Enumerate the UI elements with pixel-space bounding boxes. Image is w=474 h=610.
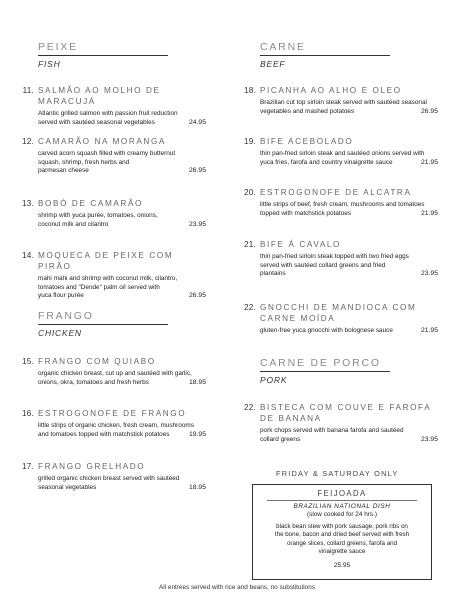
item-desc-line: yuca flour purée — [38, 292, 84, 300]
item-price: 21.95 — [420, 158, 438, 166]
item-desc-line: mahi mahi and shrimp with coconut milk, cilantro, — [38, 275, 178, 282]
section-subtitle: PORK — [260, 375, 288, 385]
item-price: 21.95 — [420, 327, 438, 334]
item-desc-line: Atlantic grilled salmon with passion fruit reduction — [38, 110, 178, 117]
item-price: 18.95 — [188, 378, 206, 386]
item-price: 26.95 — [188, 167, 206, 175]
item-desc-line: Brazilian cut top sirloin steak served with sautéed seasonal — [260, 99, 427, 106]
item-name: ESTROGONOFE DE FRANGO — [38, 409, 187, 418]
item-price: 23.95 — [420, 270, 438, 278]
item-number: 12. — [22, 137, 34, 146]
item-number: 11. — [22, 86, 34, 95]
section-title: PEIXE — [38, 41, 78, 53]
item-desc-line: carved acorn squash filled with creamy butternut — [38, 150, 176, 157]
item-desc-line: grilled organic chicken breast served with sautéed — [38, 475, 180, 482]
item-number: 22. — [244, 403, 256, 412]
item-desc-line: thin pan-fried sirloin steak and sautéed onions served with — [260, 150, 425, 157]
special-heading: FRIDAY & SATURDAY ONLY — [276, 469, 399, 478]
item-number: 19. — [244, 137, 256, 146]
item-desc-line: served with sautéed seasonal vegetables — [38, 118, 155, 126]
item-price: 19.95 — [188, 430, 206, 438]
item-name: MOQUECA DE PEIXE COM PIRÃO — [38, 251, 174, 271]
item-desc-line: shrimp with yuca purée, tomatoes, onions, — [38, 212, 158, 219]
item-desc-line: onions, okra, tomatoes and fresh herbs — [38, 378, 149, 386]
item-price: 26.95 — [188, 292, 206, 300]
section-divider — [38, 55, 168, 56]
section-divider — [260, 371, 390, 372]
section-title: CARNE — [260, 41, 306, 53]
special-desc — [253, 523, 431, 557]
section-subtitle: CHICKEN — [38, 328, 82, 338]
special-title: FEIJOADA — [317, 489, 367, 498]
section-subtitle: FISH — [38, 59, 61, 69]
menu-item — [242, 302, 438, 336]
section-divider — [38, 324, 168, 325]
special-price: 25.95 — [333, 561, 351, 569]
section-carne — [260, 41, 390, 69]
menu-item — [20, 136, 206, 176]
section-divider — [260, 55, 390, 56]
item-name: BIFE ACEBOLADO — [260, 137, 354, 146]
menu-item — [20, 356, 206, 387]
item-price: 23.95 — [188, 220, 206, 228]
item-number: 18. — [244, 86, 256, 95]
menu-item — [242, 136, 438, 167]
item-desc-line: coconut milk and cilantro — [38, 220, 109, 228]
item-name: PICANHA AO ALHO E OLEO — [260, 86, 402, 95]
item-desc-line: little strips of organic chicken, fresh cream, mushrooms — [38, 422, 194, 429]
item-desc-line: little strips of beef, fresh cream, mushrooms and tomatoes — [260, 201, 425, 208]
item-desc-line: thin pan-fried sirloin steak topped with two fried eggs — [260, 253, 409, 260]
menu-item — [20, 461, 206, 492]
special-desc-line: vinaigrette sauce — [318, 548, 366, 556]
special-desc-line: black bean stew with pork sausage, pork ribs on — [276, 523, 408, 530]
item-name: GNOCCHI DE MANDIOCA COM CARNE MOÍDA — [260, 303, 417, 323]
special-desc-line: orange slices, collard greens, farofa and — [286, 539, 398, 547]
item-desc-line: pork chops served with banana farofa and sautéed — [260, 427, 404, 434]
menu-item — [20, 408, 206, 439]
item-number: 16. — [22, 409, 34, 418]
section-title: CARNE DE PORCO — [260, 357, 381, 369]
item-desc-line: and tomatoes topped with matchstick potatoes — [38, 430, 170, 438]
item-name: BISTECA COM COUVE E FAROFA DE BANANA — [260, 403, 431, 423]
menu-item — [20, 85, 206, 127]
item-desc-line: parmesan cheese — [38, 167, 89, 175]
special-note: (slow cooked for 24 hrs.) — [307, 511, 377, 518]
item-desc-line: yuca fries, farofa and country vinaigrette sauce — [260, 158, 393, 166]
item-number: 21. — [244, 240, 256, 249]
special-divider — [267, 500, 417, 501]
item-desc-line: seasonal vegetables — [38, 483, 97, 491]
section-frango — [38, 310, 168, 338]
menu-item — [20, 198, 206, 229]
item-desc-line: squash, shrimp, fresh herbs and — [38, 158, 130, 166]
item-desc-line: tomatoes and "Dende" palm oil served with — [38, 283, 160, 291]
menu-item — [242, 85, 438, 116]
item-desc-line: collard greens — [260, 435, 301, 443]
item-name: CAMARÃO NA MORANGA — [38, 137, 166, 146]
section-peixe — [38, 41, 168, 69]
item-name: ESTROGONOFE DE ALCATRA — [260, 188, 412, 197]
item-number: 20. — [244, 188, 256, 197]
item-number: 13. — [22, 199, 34, 208]
section-porco — [260, 357, 390, 385]
footer-note: All entrees served with rice and beans, no substitutions — [159, 584, 315, 591]
item-number: 15. — [22, 357, 34, 366]
item-desc-line: gluten-free yuca gnocchi with bolognese sauce — [260, 327, 393, 334]
special-subtitle: BRAZILIAN NATIONAL DISH — [293, 503, 391, 510]
item-desc-line: plantains — [260, 270, 286, 278]
item-desc-line: served with sautéed collard greens and fried — [260, 261, 386, 269]
menu-item — [242, 402, 438, 444]
item-desc-line: vegetables and mashed potatoes — [260, 107, 355, 115]
section-subtitle: BEEF — [260, 59, 286, 69]
item-name: BIFE Á CAVALO — [260, 240, 342, 249]
item-price: 18.95 — [188, 483, 206, 491]
item-price: 26.95 — [420, 107, 438, 115]
special-desc-line: the bone, bacon and dried beef served with fresh — [274, 531, 410, 539]
menu-item — [242, 239, 438, 279]
item-price: 24.95 — [188, 118, 206, 126]
item-number: 22. — [244, 303, 256, 312]
item-desc-line: topped with matchstick potatoes — [260, 209, 351, 217]
special-box — [252, 484, 432, 580]
menu-item — [242, 187, 438, 218]
item-price: 21.95 — [420, 209, 438, 217]
item-name: FRANGO GRELHADO — [38, 462, 146, 471]
section-title: FRANGO — [38, 310, 94, 322]
item-name: BOBÓ DE CAMARÃO — [38, 199, 143, 208]
item-number: 14. — [22, 251, 34, 260]
item-number: 17. — [22, 462, 34, 471]
item-name: FRANGO COM QUIABO — [38, 357, 156, 366]
menu-item — [20, 250, 206, 301]
item-name: SALMÃO AO MOLHO DE MARACUJÁ — [38, 86, 161, 106]
item-desc-line: organic chicken breast, cut up and sautéed with garlic, — [38, 370, 192, 377]
item-price: 23.95 — [420, 435, 438, 443]
